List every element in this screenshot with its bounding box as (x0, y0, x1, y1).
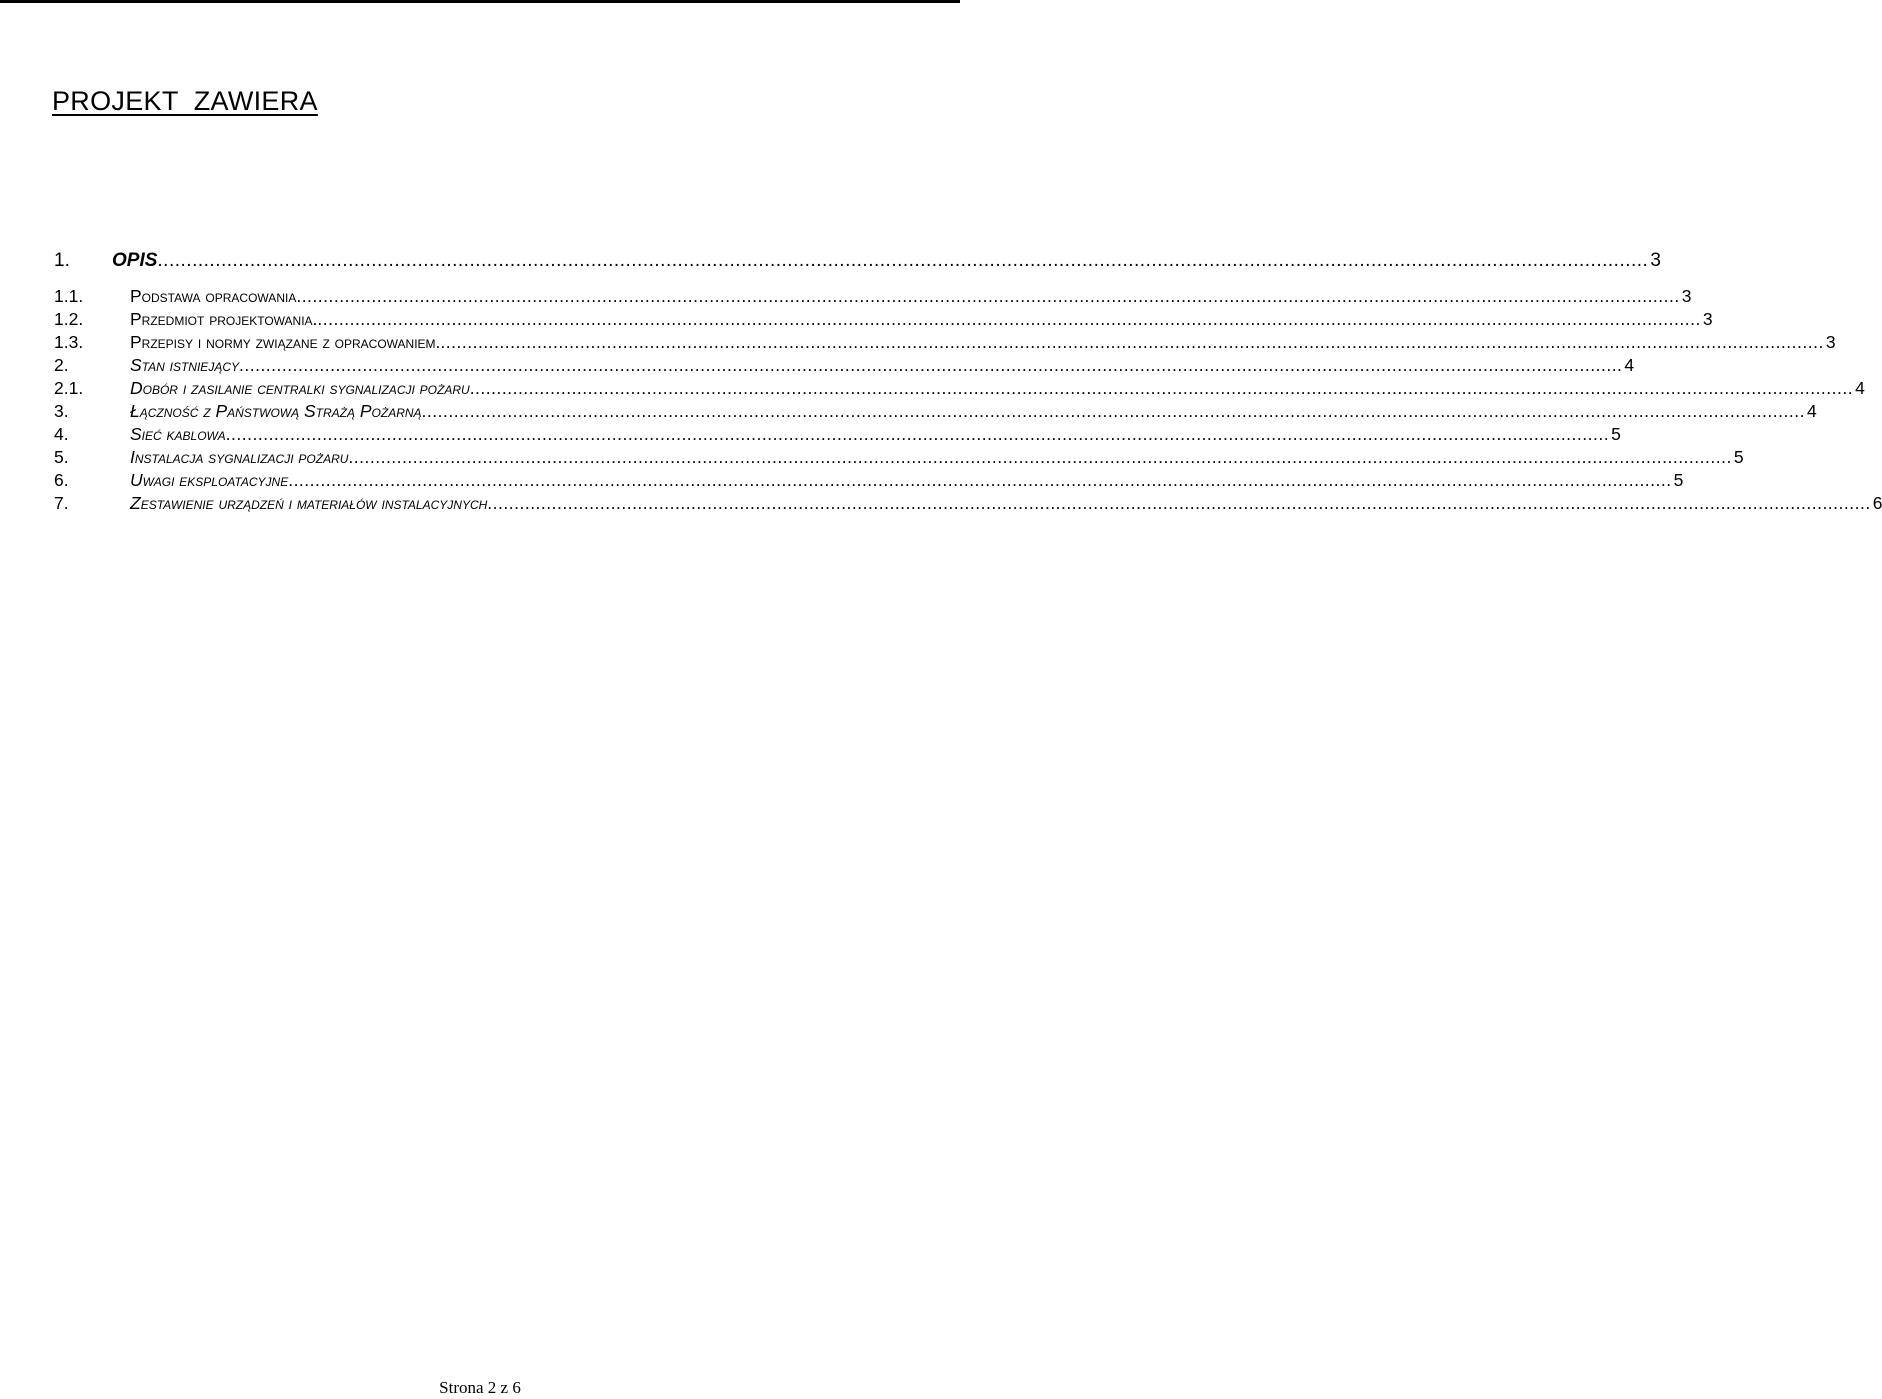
toc-title: OPIS (112, 250, 158, 271)
toc-number: 7. (54, 493, 69, 513)
toc-title: Zestawienie urządzeń i materiałów instalacyjnych (130, 493, 488, 513)
toc-number: 1.2. (54, 309, 84, 329)
toc-title: Przedmiot projektowania. (130, 309, 318, 329)
toc-title: Instalacja sygnalizacji pożaru (130, 447, 349, 467)
toc-number: 3. (54, 401, 69, 421)
toc-title: Łączność z Państwową Strażą Pożarną (130, 401, 422, 421)
toc-number: 2. (54, 355, 69, 375)
toc-number: 4. (54, 424, 69, 444)
toc-page-number: 3 (1825, 332, 1836, 352)
toc-title: Uwagi eksploatacyjne (130, 470, 289, 490)
top-border-rule (0, 0, 960, 3)
toc-entry-4[interactable] (54, 423, 1621, 446)
toc-page-number: 4 (1624, 355, 1635, 375)
toc-page-number: 5 (1611, 424, 1621, 444)
toc-page-number: 4 (1806, 401, 1817, 421)
toc-entry-5[interactable] (54, 446, 1744, 469)
toc-entry-1-3[interactable] (54, 331, 1836, 354)
toc-title: Podstawa opracowania (130, 286, 297, 306)
toc-page-number: 4 (1855, 378, 1865, 398)
toc-entry-6[interactable] (54, 469, 1684, 492)
page-heading: PROJEKT ZAWIERA (52, 86, 318, 116)
toc-leader (288, 469, 1671, 492)
toc-number: 1.1. (54, 286, 84, 306)
toc-entry-1-1[interactable] (54, 285, 1692, 308)
toc-number: 1.3. (54, 332, 84, 352)
toc-entry-3[interactable] (54, 400, 1817, 423)
toc-entry-2-1[interactable] (54, 377, 1865, 400)
toc-leader (422, 400, 1805, 423)
toc-page-number: 6 (1872, 493, 1882, 513)
toc-number: 5. (54, 447, 69, 467)
toc-page-number: 3 (1650, 250, 1661, 271)
toc-leader (157, 244, 1648, 278)
toc-number: 1. (54, 250, 70, 271)
toc-number: 6. (54, 470, 69, 490)
toc-leader (317, 308, 1700, 331)
toc-number: 2.1. (54, 378, 84, 398)
toc-entry-2[interactable] (54, 354, 1635, 377)
toc-leader (296, 285, 1679, 308)
toc-entry-1-2[interactable] (54, 308, 1713, 331)
toc-leader (239, 354, 1622, 377)
toc-page-number: 3 (1702, 309, 1713, 329)
toc-page-number: 5 (1673, 470, 1684, 490)
toc-leader (348, 446, 1731, 469)
toc-leader (226, 423, 1609, 446)
toc-title: Przepisy i normy związane z opracowaniem. (130, 332, 441, 352)
toc-title: Dobór i zasilanie centralki sygnalizacji pożaru (130, 378, 470, 398)
toc-leader (470, 377, 1853, 400)
toc-leader (487, 492, 1870, 515)
toc-page-number: 5 (1733, 447, 1744, 467)
toc-leader (440, 331, 1823, 354)
toc-title: Sieć kablowa (130, 424, 226, 444)
toc-entry-1[interactable] (54, 244, 1661, 278)
page-footer: Strona 2 z 6 (439, 1378, 521, 1397)
toc-title: Stan istniejący (130, 355, 239, 375)
table-of-contents (54, 244, 1882, 515)
toc-page-number: 3 (1681, 286, 1692, 306)
toc-entry-7[interactable] (54, 492, 1882, 515)
